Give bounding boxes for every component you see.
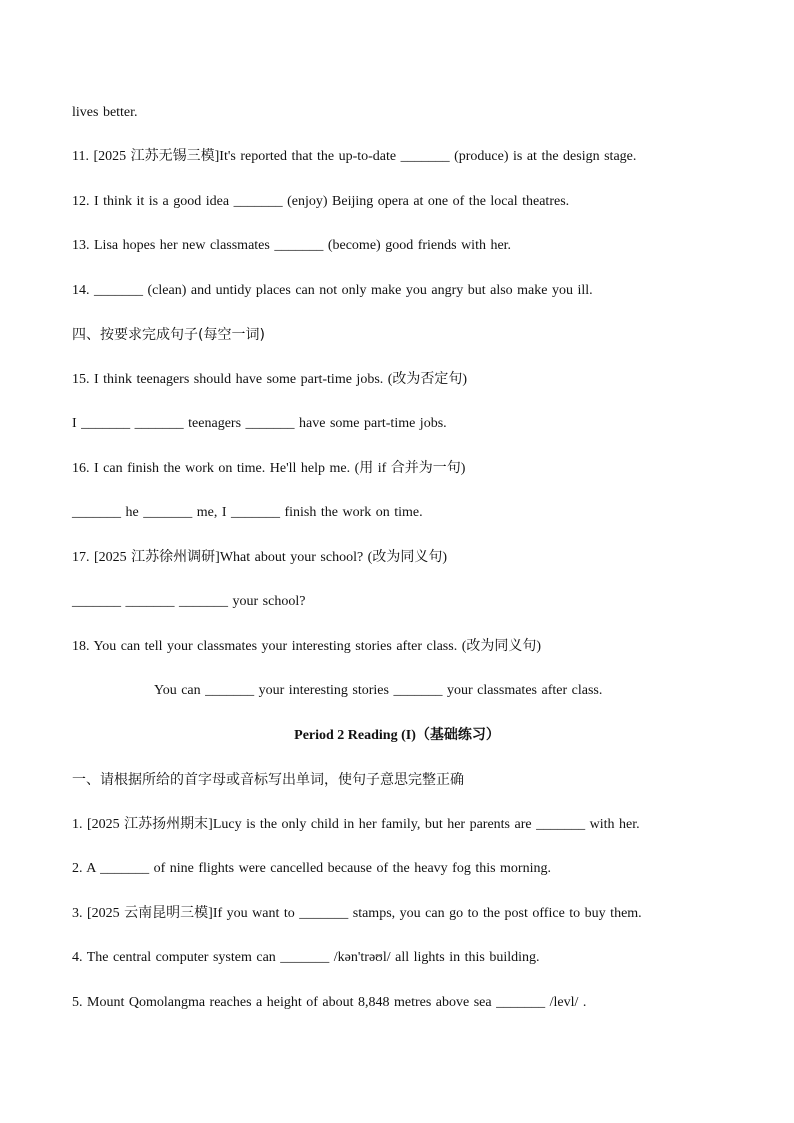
reading-question-2: 2. A _______ of nine flights were cancelled because of the heavy fog this morning. [72, 861, 551, 876]
question-17-answer: _______ _______ _______ your school? [72, 594, 306, 609]
question-15-answer: I _______ _______ teenagers _______ have some part-time jobs. [72, 416, 447, 431]
reading-question-3: 3. [2025 云南昆明三模]If you want to _______ stamps, you can go to the post office to buy them. [72, 906, 642, 921]
reading-question-5: 5. Mount Qomolangma reaches a height of about 8,848 metres above sea _______ /levl/ . [72, 995, 587, 1010]
question-18: 18. You can tell your classmates your interesting stories after class. (改为同义句) [72, 639, 542, 654]
section-1-heading: 一、请根据所给的首字母或音标写出单词，使句子意思完整正确 [72, 772, 464, 788]
question-16-answer: _______ he _______ me, I _______ finish the work on time. [72, 505, 423, 520]
reading-question-1: 1. [2025 江苏扬州期末]Lucy is the only child in her family, but her parents are _______ with her. [72, 817, 640, 832]
question-18-answer: You can _______ your interesting stories _______ your classmates after class. [154, 683, 603, 698]
question-14: 14. _______ (clean) and untidy places can not only make you angry but also make you ill. [72, 283, 593, 298]
question-13: 13. Lisa hopes her new classmates _______ (become) good friends with her. [72, 238, 512, 253]
question-15: 15. I think teenagers should have some part-time jobs. (改为否定句) [72, 372, 468, 387]
period-title: Period 2 Reading (I)（基础练习） [294, 728, 500, 743]
question-17: 17. [2025 江苏徐州调研]What about your school? (改为同义句) [72, 550, 447, 565]
question-16: 16. I can finish the work on time. He'll help me. (用 if 合并为一句) [72, 461, 466, 476]
section-4-heading: 四、按要求完成句子(每空一词) [72, 327, 265, 343]
question-11: 11. [2025 江苏无锡三模]It's reported that the up-to-date _______ (produce) is at the design stage. [72, 149, 637, 164]
continued-sentence: lives better. [72, 105, 138, 120]
question-12: 12. I think it is a good idea _______ (enjoy) Beijing opera at one of the local theatres. [72, 194, 570, 209]
reading-question-4: 4. The central computer system can _______ /kən'trəʊl/ all lights in this building. [72, 950, 540, 965]
